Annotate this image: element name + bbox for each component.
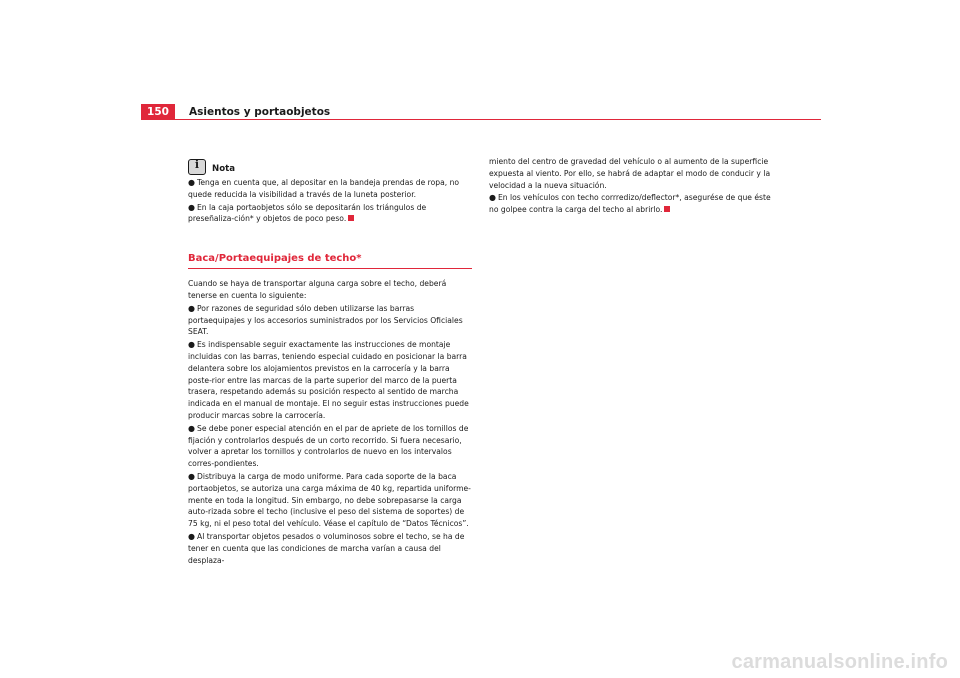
list-item: ● Es indispensable seguir exactamente las instrucciones de montaje incluidas con las barras, teniendo especial cuidado en posicionar la barra delantera sobre los alojamientos previstos en la carrocería y la barra poste-rior entre las marcas de la parte superior del marco de la puerta trasera, respetando además su posición respecto al sentido de marcha indicada en el manual de montaje. El no seguir estas instrucciones puede producir marcas sobre la carrocería. [188, 340, 469, 420]
page-number: 150 [141, 104, 175, 120]
section-intro: Cuando se haya de transportar alguna carga sobre el techo, deberá tenerse en cuenta lo siguiente: [188, 279, 447, 300]
bullet-icon: ● [188, 202, 195, 212]
note-item: ● En la caja portaobjetos sólo se depositarán los triángulos de preseñaliza-ción* y objetos de poco peso. [188, 202, 427, 224]
end-mark-icon [348, 215, 354, 221]
note-item: ● Tenga en cuenta que, al depositar en la bandeja prendas de ropa, no quede reducida la visibilidad a través de la luneta posterior. [188, 178, 460, 199]
list-item: ● En los vehículos con techo corrredizo/deflector*, asegurése de que éste no golpee contra la carga del techo al abrirlo. [489, 193, 771, 215]
bullet-icon: ● [188, 340, 195, 350]
left-column [188, 156, 472, 567]
bullet-icon: ● [188, 178, 195, 187]
bullet-icon: ● [188, 303, 195, 313]
info-icon [188, 159, 206, 175]
list-item: ● Distribuya la carga de modo uniforme. Para cada soporte de la baca portaobjetos, se autoriza una carga máxima de 40 kg, repartida uniforme-mente en toda la longitud. Sin embargo, no debe sobrepasarse la carga auto-rizada sobre el techo (inclusive el peso del sistema de soportes) de 75 kg, ni el peso total del vehículo. Véase el capítulo de “Datos Técnicos”. [188, 471, 471, 529]
watermark: carmanualsonline.info [731, 651, 948, 673]
header-rule [141, 119, 821, 120]
list-item: ● Se debe poner especial atención en el par de apriete de los tornillos de fijación y controlarlos después de un corto recorrido. Si fuera necesario, volver a apretar los tornillos y controlarlos de nuevo en los intervalos corres-pondientes. [188, 423, 469, 469]
bullet-icon: ● [188, 531, 195, 541]
right-column [489, 156, 774, 217]
end-mark-icon [664, 206, 670, 212]
continuation-text: miento del centro de gravedad del vehículo o al aumento de la superficie expuesta al viento. Por ello, se habrá de adaptar el modo de conducir y la velocidad a la nueva situación. [489, 157, 771, 190]
list-item: ● Al transportar objetos pesados o voluminosos sobre el techo, se ha de tener en cuenta que las condiciones de marcha varían a causa del desplaza- [188, 531, 465, 565]
header-title: Asientos y portaobjetos [189, 106, 331, 118]
note-label: Nota [212, 164, 236, 174]
bullet-icon: ● [489, 193, 496, 203]
list-item: ● Por razones de seguridad sólo deben utilizarse las barras portaequipajes y los accesorios suministrados por los Servicios Oficiales SEAT. [188, 303, 463, 337]
section-title: Baca/Portaequipajes de techo* [188, 252, 472, 269]
bullet-icon: ● [188, 423, 195, 433]
note-heading [188, 156, 472, 175]
bullet-icon: ● [188, 471, 195, 481]
